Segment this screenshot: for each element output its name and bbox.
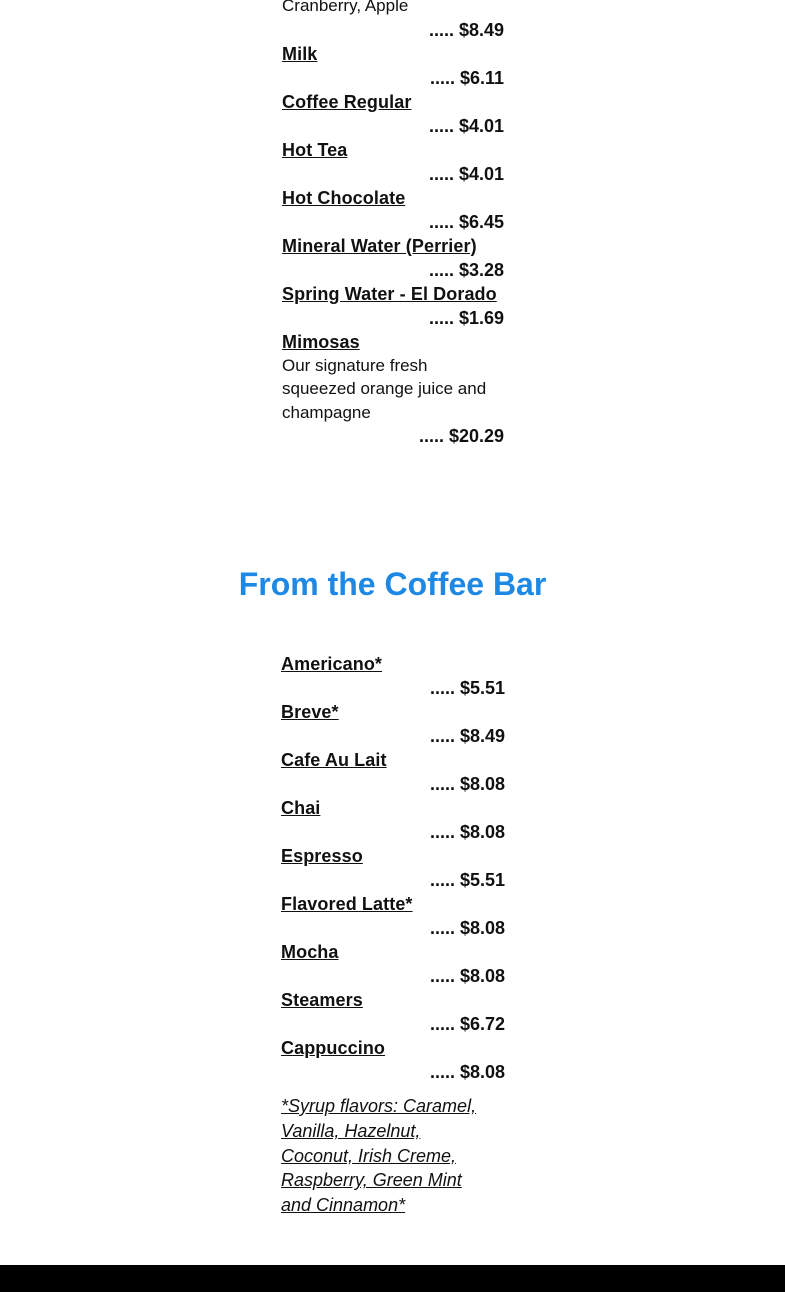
beverages-list (282, 0, 504, 448)
item-price: ..... $6.11 (429, 67, 504, 88)
coffee-bar-heading: From the Coffee Bar (238, 566, 547, 602)
item-title-milk[interactable]: Milk (282, 43, 318, 64)
item-title-mineral-water[interactable]: Mineral Water (Perrier) (282, 235, 477, 256)
item-title-americano[interactable]: Americano* (281, 654, 383, 674)
item-price: ..... $8.08 (429, 1062, 505, 1082)
item-title-breve[interactable]: Breve* (281, 702, 339, 722)
item-price: ..... $6.45 (428, 211, 504, 232)
item-price: ..... $5.51 (429, 678, 505, 698)
item-description: Cranberry, Apple (282, 0, 409, 15)
item-price: ..... $8.49 (428, 19, 504, 40)
item-title-mocha[interactable]: Mocha (281, 942, 339, 962)
item-price: ..... $6.72 (429, 1014, 505, 1034)
item-price: ..... $5.51 (429, 870, 505, 890)
item-price: ..... $1.69 (428, 307, 504, 328)
item-title-coffee-regular[interactable]: Coffee Regular (282, 91, 412, 112)
footer-bar (0, 1265, 785, 1292)
item-title-steamers[interactable]: Steamers (281, 990, 363, 1010)
item-description: Our signature fresh squeezed orange juice and champagne (282, 355, 487, 422)
item-price: ..... $3.28 (428, 259, 504, 280)
item-title-chai[interactable]: Chai (281, 798, 321, 818)
item-price: ..... $8.08 (429, 822, 505, 842)
item-price: ..... $8.08 (429, 774, 505, 794)
item-price: ..... $20.29 (418, 426, 504, 446)
item-title-hot-tea[interactable]: Hot Tea (282, 139, 348, 160)
item-price: ..... $4.01 (428, 115, 504, 136)
item-price: ..... $8.49 (429, 726, 505, 746)
item-title-cappuccino[interactable]: Cappuccino (281, 1038, 386, 1058)
item-price: ..... $8.08 (429, 966, 505, 986)
item-title-cafe-au-lait[interactable]: Cafe Au Lait (281, 750, 387, 770)
syrup-flavors-note[interactable]: *Syrup flavors: Caramel, Vanilla, Hazelnut, Coconut, Irish Creme, Raspberry, Green Mint and Cinnamon* (281, 1096, 477, 1216)
item-title-hot-chocolate[interactable]: Hot Chocolate (282, 187, 406, 208)
item-title-mimosas[interactable]: Mimosas (282, 331, 360, 352)
coffee-bar-list (281, 652, 505, 1236)
item-price: ..... $4.01 (428, 163, 504, 184)
item-title-espresso[interactable]: Espresso (281, 846, 363, 866)
item-price: ..... $8.08 (429, 918, 505, 938)
item-title-flavored-latte[interactable]: Flavored Latte* (281, 894, 413, 914)
item-title-spring-water[interactable]: Spring Water - El Dorado (282, 283, 497, 304)
